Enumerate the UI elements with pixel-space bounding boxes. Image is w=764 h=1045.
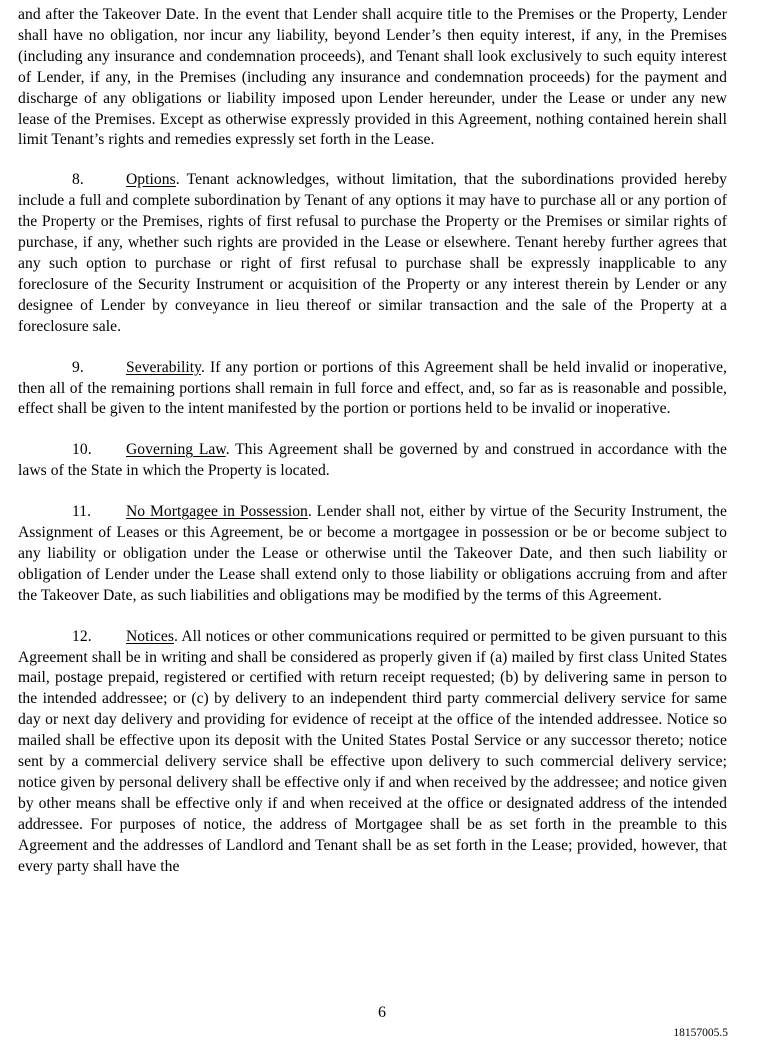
section-governing-law [18,440,727,482]
section-body: . All notices or other communications required or permitted to be given pursuant to this Agreement shall be in writing and shall be considered as properly given if (a) mailed by first class United States mail, postage prepaid, registered or certified with return receipt requested; (b) by delivering same in person to the intended addressee; or (c) by delivery to an independent third party commercial delivery service for same day or next day delivery and providing for evidence of receipt at the office of the intended addressee. Notice so mailed shall be effective upon its deposit with the United States Postal Service or any successor thereto; notice sent by a commercial delivery service shall be effective upon delivery to such commercial delivery service; notice given by personal delivery shall be effective only if and when received by the addressee; and notice given by other means shall be effective only if and when received at the office or designated address of the intended addressee. For purposes of notice, the address of Mortgagee shall be as set forth in the preamble to this Agreement and the addresses of Landlord and Tenant shall be as set forth in the Lease; provided, however, that every party shall have the [18,627,727,875]
section-no-mortgagee-in-possession [18,502,727,607]
section-heading: Notices [126,627,174,645]
section-body: . If any portion or portions of this Agreement shall be held invalid or inoperative, then all of the remaining portions shall remain in full force and effect, and, so far as is reasonable and possible, effect shall be given to the intent manifested by the portion or portions held to be invalid or inoperative. [18,358,727,418]
section-number: 12. [72,627,92,645]
page-number: 6 [378,1004,386,1021]
document-id: 18157005.5 [673,1027,728,1039]
section-heading: Options [126,171,176,189]
section-severability [18,358,727,421]
section-number: 8. [72,171,84,189]
section-options [18,170,727,337]
section-heading: Severability [126,358,201,376]
section-number: 11. [72,503,92,521]
section-number: 10. [72,441,92,459]
section-notices [18,627,727,878]
document-page [18,5,727,898]
section-number: 9. [72,358,84,376]
section-body: . Tenant acknowledges, without limitation, that the subordinations provided hereby include a full and complete subordination by Tenant of any options it may have to purchase all or any portion of the Property or the Premises, rights of first refusal to purchase the Property or the Premises or similar rights of purchase, if any, whether such rights are provided in the Lease or elsewhere. Tenant hereby further agrees that any such option to purchase or right of first refusal to purchase shall be expressly inapplicable to any foreclosure of the Security Instrument or acquisition of the Property or any interest therein by Lender or any designee of Lender by conveyance in lieu thereof or similar transaction and the sale of the Property at a foreclosure sale. [18,171,727,335]
section-heading: Governing Law [126,441,226,459]
section-heading: No Mortgagee in Possession [126,503,308,521]
section-body: . This Agreement shall be governed by and construed in accordance with the laws of the State in which the Property is located. [18,441,728,480]
continuation-paragraph: and after the Takeover Date. In the event that Lender shall acquire title to the Premises or the Property, Lender shall have no obligation, nor incur any liability, beyond Lender’s then equity interest, if any, in the Premises (including any insurance and condemnation proceeds), and Tenant shall look exclusively to such equity interest of Lender, if any, in the Premises (including any insurance and condemnation proceeds) for the payment and discharge of any obligations or liability imposed upon Lender hereunder, under the Lease or under any new lease of the Premises. Except as otherwise expressly provided in this Agreement, nothing contained herein shall limit Tenant’s rights and remedies expressly set forth in the Lease. [18,6,727,149]
section-body: . Lender shall not, either by virtue of the Security Instrument, the Assignment of Leases or this Agreement, be or become a mortgagee in possession or be or become subject to any liability or obligation under the Lease or otherwise until the Takeover Date, and then such liability or obligation of Lender under the Lease shall extend only to those liability or obligations accruing from and after the Takeover Date, as such liabilities and obligations may be modified by the terms of this Agreement. [18,503,728,604]
